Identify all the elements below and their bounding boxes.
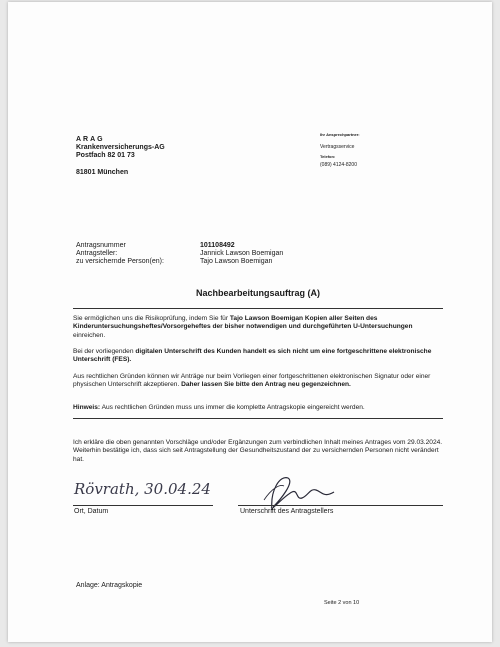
paragraph-1 (73, 315, 443, 340)
declaration-paragraph: Ich erkläre die oben genannten Vorschläge und/oder Ergänzungen zum verbindlichen Inhalt meines Antrages vom 29.03.2024. Weiterhin bestätige ich, dass sich seit Antragstellung der Gesundheitszustand der zu versichernden Personen nicht verändert hat. (73, 439, 443, 463)
p1-text-a: Sie ermöglichen uns die Risikoprüfung, indem Sie für (73, 315, 230, 322)
title-divider (73, 308, 443, 309)
p1-text-bold: Tajo Lawson Boemigan Kopien aller Seiten des Kinderuntersuchungsheftes/Vorsorgeheftes der bisher notwendigen und durchgeführten U-Untersuchungen (73, 315, 413, 331)
paragraph-3 (73, 373, 443, 390)
phone-number: (089) 4124-8200 (320, 162, 357, 168)
phone-label: Telefon: (320, 154, 336, 159)
handwritten-place-date: Rövrath, 30.04.24 (74, 480, 211, 498)
p2-text-bold: digitalen Unterschrift des Kunden handelt es sich nicht um eine fortgeschrittene elektronische Unterschrift (FES). (73, 348, 432, 364)
applicant-label: Antragsteller: (76, 250, 118, 257)
p3-text-a: Aus rechtlichen Gründen können wir Anträge nur beim Vorliegen einer fortgeschrittenen elektronischen Signatur oder einer physischen Unterschrift akzeptieren. (73, 373, 431, 389)
p3-text-bold: Daher lassen Sie bitte den Antrag neu gegenzeichnen. (181, 381, 351, 389)
applicant-name: Jannick Lawson Boemigan (200, 250, 284, 257)
contact-department: Vertragsservice (320, 144, 355, 150)
insured-person-label: zu versichernde Person(en): (76, 258, 164, 265)
contact-label: Ihr Ansprechpartner: (320, 132, 360, 137)
place-date-label: Ort, Datum (74, 508, 109, 515)
signature-label: Unterschrift des Antragstellers (240, 508, 334, 515)
hint-text: Aus rechtlichen Gründen muss uns immer die komplette Antragskopie eingereicht werden. (100, 404, 365, 411)
document-title: Nachbearbeitungsauftrag (A) (195, 288, 320, 298)
p1-text-c: einreichen. (73, 331, 106, 339)
hint-paragraph (73, 404, 443, 412)
company-name: Krankenversicherungs-AG (76, 144, 165, 151)
paragraph-2 (73, 348, 443, 365)
insured-person-name: Tajo Lawson Boemigan (200, 258, 273, 265)
hint-label: Hinweis: (73, 404, 101, 411)
attachment-note: Anlage: Antragskopie (76, 582, 143, 589)
postbox: Postfach 82 01 73 (76, 152, 135, 159)
application-number-label: Antragsnummer (76, 242, 126, 249)
application-number: 101108492 (200, 242, 235, 249)
signature-line (238, 505, 443, 506)
document-page (8, 2, 492, 642)
p2-text-a: Bei der vorliegenden (73, 348, 136, 355)
city: 81801 München (76, 169, 129, 176)
place-date-line (73, 505, 213, 506)
company-short-name: ARAG (76, 136, 105, 143)
page-number: Seite 2 von 10 (324, 600, 360, 606)
hint-divider (73, 418, 443, 419)
